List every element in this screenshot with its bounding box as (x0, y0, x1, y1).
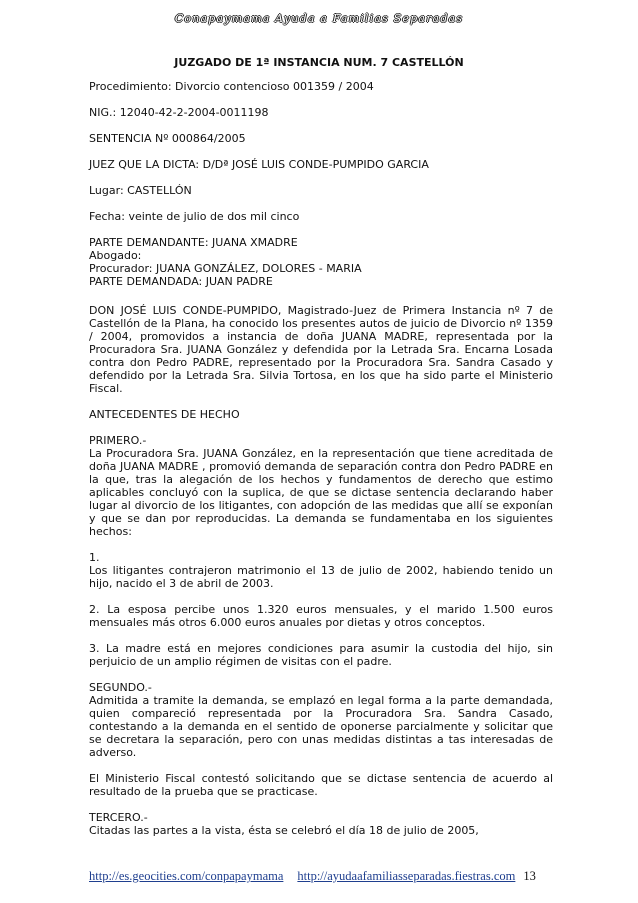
hecho-2-text: La esposa percibe unos 1.320 euros mensuales, y el marido 1.500 euros mensuales más otros 6.000 euros anuales por dietas y otros conceptos. (89, 603, 554, 629)
hecho-2-number: 2. (89, 603, 100, 616)
intro-paragraph: DON JOSÉ LUIS CONDE-PUMPIDO, Magistrado-Juez de Primera Instancia nº 7 de Castellón de la Plana, ha conocido los presentes autos de juicio de Divorcio nº 1359 / 2004, promovidos a instancia de doña JUANA MADRE, representada por la Procuradora Sra. JUANA González y defendida por la Letrada Sra. Encarna Losada contra don Pedro PADRE, representado por la Procuradora Sra. Sandra Casado y defendido por la Letrada Sra. Silvia Tortosa, en los que ha sido parte el Ministerio Fiscal. (89, 304, 553, 395)
judge-line: JUEZ QUE LA DICTA: D/Dª JOSÉ LUIS CONDE-PUMPIDO GARCIA (89, 158, 429, 171)
primero-text: La Procuradora Sra. JUANA González, en la representación que tiene acreditada de doña JUANA MADRE , promovió demanda de separación contra don Pedro PADRE en la que, tras la alegación de los hechos y fundamentos de derecho que estimo aplicables concluyó con la suplica, de que se dictase sentencia declarando haber lugar al divorcio de los litigantes, con adopción de las medidas que allí se exponían y que se dan por reproducidas. La demanda se fundamentaba en los siguientes hechos: (89, 447, 553, 538)
tercero-block (89, 811, 553, 837)
segundo-heading: SEGUNDO.- (89, 681, 152, 694)
tercero-heading: TERCERO.- (89, 811, 148, 824)
page-banner: Conapaymama Ayuda a Familias Separadas (174, 12, 464, 25)
section-title: ANTECEDENTES DE HECHO (89, 408, 240, 421)
segundo-block (89, 681, 553, 759)
segundo-text: Admitida a tramite la demanda, se emplazó en legal forma a la parte demandada, quien compareció representada por la Procuradora Sra. Sandra Casado, contestando a la demanda en el sentido de oponerse parcialmente y solicitar que se decretara la separación, pero con unas medidas distintas a tas interesadas de adverso. (89, 694, 553, 759)
hecho-3-text: La madre está en mejores condiciones para asumir la custodia del hijo, sin perjuicio de un amplio régimen de visitas con el padre. (89, 642, 554, 668)
footer-link-ayuda[interactable]: http://ayudaafamiliasseparadas.fiestras.com (297, 869, 516, 883)
court-title: JUZGADO DE 1ª INSTANCIA NUM. 7 CASTELLÓN (174, 56, 464, 69)
primero-heading: PRIMERO.- (89, 434, 147, 447)
place-line: Lugar: CASTELLÓN (89, 184, 192, 197)
lawyer-line: Abogado: (89, 249, 142, 262)
hecho-3 (89, 642, 553, 668)
procedure-line: Procedimiento: Divorcio contencioso 001359 / 2004 (89, 80, 374, 93)
document-body (89, 80, 553, 850)
defendant-line: PARTE DEMANDADA: JUAN PADRE (89, 275, 273, 288)
primero-block (89, 434, 553, 538)
page-number: 13 (523, 869, 536, 883)
hecho-3-number: 3. (89, 642, 100, 655)
sentence-number-line: SENTENCIA Nº 000864/2005 (89, 132, 246, 145)
hecho-1 (89, 551, 553, 590)
nig-line: NIG.: 12040-42-2-2004-0011198 (89, 106, 269, 119)
page-footer (89, 869, 569, 884)
fiscal-paragraph: El Ministerio Fiscal contestó solicitando que se dictase sentencia de acuerdo al resultado de la prueba que se practicase. (89, 772, 553, 798)
attorney-line: Procurador: JUANA GONZÁLEZ, DOLORES - MARIA (89, 262, 362, 275)
date-line: Fecha: veinte de julio de dos mil cinco (89, 210, 300, 223)
tercero-text: Citadas las partes a la vista, ésta se celebró el día 18 de julio de 2005, (89, 824, 479, 837)
footer-link-geocities[interactable]: http://es.geocities.com/conpapaymama (89, 869, 284, 883)
hecho-2 (89, 603, 553, 629)
hecho-1-number: 1. (89, 551, 100, 564)
hecho-1-text: Los litigantes contrajeron matrimonio el 13 de julio de 2002, habiendo tenido un hijo, nacido el 3 de abril de 2003. (89, 564, 553, 590)
parties-block (89, 236, 553, 288)
plaintiff-line: PARTE DEMANDANTE: JUANA XMADRE (89, 236, 298, 249)
